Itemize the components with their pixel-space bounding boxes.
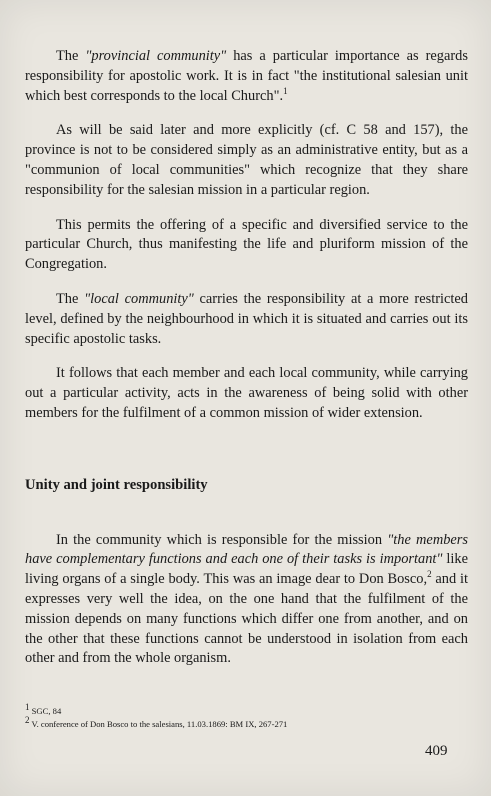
footnote-ref-1: 1	[283, 85, 288, 96]
paragraph-specific-service: This permits the offering of a specific and diversified service to the particular Church, thus manifesting the life and pluriform mission of the Congregation.	[25, 216, 468, 273]
paragraph-province: As will be said later and more explicitly (cf. C 58 and 157), the province is not to be considered simply as an administrative entity, but as a "communion of local communities" which recognize that they share responsibility for the salesian mission in a particular region.	[25, 122, 468, 198]
emphasis-local-community: "local community"	[84, 290, 194, 307]
footnotes	[25, 702, 468, 731]
paragraph-each-member: It follows that each member and each local community, while carrying out a particular activity, acts in the awareness of being solid with other members for the fulfilment of a common mission of wider extension.	[25, 365, 468, 421]
emphasis-complementary-functions: "the members have complementary functions and each one of their tasks is important"	[25, 531, 468, 568]
footnote-2: $^2$ V. conference of Don Bosco to the salesians, 11.03.1869: BM IX, 267-271	[25, 715, 288, 729]
footnote-1: $^1$ SGC, 84	[25, 702, 62, 716]
page-number: 409	[425, 743, 448, 759]
paragraph-provincial-community: The "provincial community" has a particular importance as regards responsibility for apostolic work. It is in fact "the institutional salesian unit which best corresponds to the local Church".$^1$	[25, 48, 468, 104]
emphasis-provincial-community: "provincial community"	[85, 48, 227, 64]
paragraph-complementary-functions: In the community which is responsible for the mission "the members have complementary functions and each one of their tasks is important" like living organs of a single body. This was an image dear to Don Bosco,$^2$ and it expresses very well the idea, on the one hand that the fulfilment of the mission depends on many functions which differ one from another, and on the other that these functions cannot be understood in isolation from each other and from the whole organism.	[25, 531, 468, 667]
footnote-ref-2: 2	[427, 569, 432, 580]
body-text	[25, 47, 468, 669]
paragraph-local-community: The "local community" carries the responsibility at a more restricted level, defined by the neighbourhood in which it is situated and carries out its specific apostolic tasks.	[25, 290, 468, 347]
section-heading: Unity and joint responsibility	[25, 476, 208, 493]
